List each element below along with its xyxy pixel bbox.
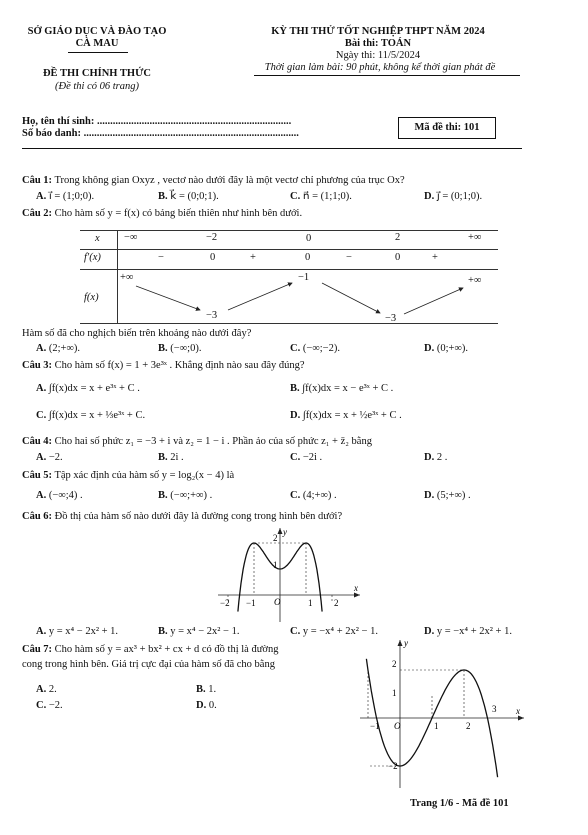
option-letter: A. xyxy=(36,490,47,501)
option-text: i⃗ = (1;0;0). xyxy=(48,191,95,202)
option-text: ∫f(x)dx = x − e³ˣ + C . xyxy=(302,383,394,394)
row-label-fprime: f′(x) xyxy=(84,252,101,263)
option-letter: C. xyxy=(36,410,47,421)
exam-code: Mã đề thi: 101 xyxy=(414,122,480,133)
subject-label: Bài thi: TOÁN xyxy=(344,38,412,49)
x-value: 0 xyxy=(306,233,312,244)
question-text: Cho hai số phức z₁ = −3 + i và z₂ = 1 − i . Phần ảo của số phức z₁ + z̄₂ bằng xyxy=(54,436,372,447)
tick-label: 2 xyxy=(392,659,397,669)
q3-option-d[interactable] xyxy=(290,410,402,421)
origin-label: O xyxy=(274,597,281,607)
option-text: −2. xyxy=(48,700,63,711)
pages-note: (Đề thi có 06 trang) xyxy=(55,81,139,92)
q4-option-a[interactable] xyxy=(36,452,63,463)
question-text: Tập xác định của hàm số y = log₂(x − 4) là xyxy=(54,470,235,481)
option-text: (5;+∞) . xyxy=(436,490,471,501)
x-value: −∞ xyxy=(124,232,138,243)
option-letter: D. xyxy=(196,700,207,711)
q2-question: Hàm số đã cho nghịch biến trên khoảng nào dưới đây? xyxy=(22,328,252,339)
candidate-id-field[interactable]: Số báo danh: .................................................................................. xyxy=(22,128,299,139)
option-text: y = −x⁴ + 2x² + 1. xyxy=(436,626,512,637)
y-axis-arrow xyxy=(398,640,403,646)
tick-label: 2 xyxy=(466,721,471,731)
option-text: (4;+∞) . xyxy=(302,490,337,501)
option-text: ∫f(x)dx = x + ½e³ˣ + C . xyxy=(302,410,402,421)
option-text: −2i . xyxy=(302,452,323,463)
row-label-f: f(x) xyxy=(84,292,99,303)
tick-label: 1 xyxy=(273,560,278,570)
q2-option-d[interactable] xyxy=(424,343,468,354)
question-label: Câu 5: xyxy=(22,470,53,481)
option-letter: D. xyxy=(424,490,435,501)
f-value: −1 xyxy=(298,272,310,283)
fp-sign: − xyxy=(346,252,352,263)
q6-option-b[interactable] xyxy=(158,626,239,637)
q2-option-b[interactable] xyxy=(158,343,201,354)
option-letter: A. xyxy=(36,684,47,695)
option-text: ∫f(x)dx = x + ⅓e³ˣ + C. xyxy=(48,410,146,421)
q2-option-c[interactable] xyxy=(290,343,340,354)
option-text: (−∞;0). xyxy=(170,343,202,354)
q7-option-c[interactable] xyxy=(36,700,63,711)
option-letter: B. xyxy=(158,626,168,637)
option-letter: A. xyxy=(36,626,47,637)
department-name: SỞ GIÁO DỤC VÀ ĐÀO TẠO xyxy=(27,26,167,37)
option-text: (2;+∞). xyxy=(48,343,81,354)
option-text: (−∞;+∞) . xyxy=(170,490,213,501)
option-letter: A. xyxy=(36,452,47,463)
fp-sign: 0 xyxy=(210,252,216,263)
option-letter: C. xyxy=(290,343,301,354)
arrow-up xyxy=(404,288,463,314)
tick-label: −1 xyxy=(246,598,256,608)
option-letter: B. xyxy=(158,452,168,463)
option-text: −2. xyxy=(48,452,63,463)
option-letter: D. xyxy=(424,343,435,354)
x-axis-arrow xyxy=(354,593,360,598)
question-text: Cho hàm số y = ax³ + bx² + cx + d có đồ thị là đường xyxy=(54,644,279,655)
question-6 xyxy=(22,511,342,522)
option-letter: C. xyxy=(290,191,301,202)
option-letter: D. xyxy=(424,191,435,202)
option-letter: B. xyxy=(290,383,300,394)
option-letter: A. xyxy=(36,383,47,394)
question-3 xyxy=(22,360,305,371)
q6-graph xyxy=(210,524,370,624)
question-4 xyxy=(22,436,372,447)
question-label: Câu 2: xyxy=(22,208,53,219)
row-label-x: x xyxy=(95,233,100,244)
option-text: ∫f(x)dx = x + e³ˣ + C . xyxy=(48,383,140,394)
f-value: −3 xyxy=(385,313,397,324)
option-letter: B. xyxy=(158,343,168,354)
exam-date: Ngày thi: 11/5/2024 xyxy=(335,50,421,61)
option-letter: B. xyxy=(158,191,168,202)
option-letter: B. xyxy=(158,490,168,501)
option-letter: D. xyxy=(424,626,435,637)
option-text: (0;+∞). xyxy=(436,343,469,354)
question-label: Câu 4: xyxy=(22,436,53,447)
option-text: 1. xyxy=(208,684,217,695)
question-7 xyxy=(22,644,278,655)
department-province: CÀ MAU xyxy=(75,38,119,49)
option-letter: B. xyxy=(196,684,206,695)
option-letter: C. xyxy=(290,490,301,501)
option-letter: C. xyxy=(36,700,47,711)
question-text: Cho hàm số y = f(x) có bảng biến thiên như hình bên dưới. xyxy=(54,208,303,219)
tick-label: 1 xyxy=(392,688,397,698)
q4-option-c[interactable] xyxy=(290,452,322,463)
q7-option-d[interactable] xyxy=(196,700,217,711)
candidate-name-field[interactable]: Họ, tên thí sinh: .......................................................................... xyxy=(22,116,292,127)
q7-option-a[interactable] xyxy=(36,684,57,695)
option-text: y = x⁴ − 2x² − 1. xyxy=(170,626,240,637)
x-axis-label: x xyxy=(516,706,520,716)
x-value: 2 xyxy=(395,232,401,243)
question-text: Cho hàm số f(x) = 1 + 3e³ˣ . Khẳng định nào sau đây đúng? xyxy=(54,360,305,371)
q5-option-c[interactable] xyxy=(290,490,337,501)
f-value: +∞ xyxy=(468,275,482,286)
tick-label: −2 xyxy=(220,598,230,608)
x-value: −2 xyxy=(206,232,218,243)
option-text: 2 . xyxy=(436,452,448,463)
fp-sign: − xyxy=(158,252,164,263)
tick-label: 2 xyxy=(273,533,278,543)
q7-graph xyxy=(356,636,528,792)
option-text: 0. xyxy=(208,700,217,711)
q5-option-b[interactable] xyxy=(158,490,212,501)
option-text: k⃗ = (0;0;1). xyxy=(170,191,219,202)
tick-label: −2 xyxy=(388,761,398,771)
option-letter: C. xyxy=(290,626,301,637)
f-value: −3 xyxy=(206,310,218,321)
tick-label: 3 xyxy=(492,704,497,714)
option-text: j⃗ = (0;1;0). xyxy=(436,191,483,202)
option-text: y = x⁴ − 2x² + 1. xyxy=(48,626,119,637)
fp-sign: 0 xyxy=(395,252,401,263)
option-text: (−∞;4) . xyxy=(48,490,83,501)
tick-label: 1 xyxy=(434,721,439,731)
q4-option-b[interactable] xyxy=(158,452,184,463)
page-footer: Trang 1/6 - Mã đề 101 xyxy=(410,798,509,809)
q7-option-b[interactable] xyxy=(196,684,216,695)
option-text: y = −x⁴ + 2x² − 1. xyxy=(302,626,378,637)
option-letter: A. xyxy=(36,343,47,354)
fp-sign: + xyxy=(250,252,256,263)
q5-option-d[interactable] xyxy=(424,490,471,501)
f-value: +∞ xyxy=(120,272,134,283)
q6-option-a[interactable] xyxy=(36,626,118,637)
tick-label: 2 xyxy=(334,598,339,608)
question-label: Câu 3: xyxy=(22,360,53,371)
option-letter: A. xyxy=(36,191,47,202)
question-7-cont: cong trong hình bên. Giá trị cực đại của hàm số đã cho bằng xyxy=(22,659,275,670)
x-axis-arrow xyxy=(518,716,524,721)
option-text: (−∞;−2). xyxy=(302,343,340,354)
option-text: 2. xyxy=(48,684,57,695)
tick-label: −1 xyxy=(370,721,380,731)
question-5 xyxy=(22,470,234,481)
question-text: Đồ thị của hàm số nào dưới đây là đường cong trong hình bên dưới? xyxy=(54,511,343,522)
q3-option-b[interactable] xyxy=(290,383,393,394)
fp-sign: + xyxy=(432,252,438,263)
q4-option-d[interactable] xyxy=(424,452,447,463)
question-label: Câu 1: xyxy=(22,175,53,186)
option-letter: C. xyxy=(290,452,301,463)
q5-option-a[interactable] xyxy=(36,490,83,501)
question-label: Câu 7: xyxy=(22,644,53,655)
option-letter: D. xyxy=(290,410,301,421)
arrow-down xyxy=(322,283,380,313)
option-text: 2i . xyxy=(170,452,184,463)
y-axis-arrow xyxy=(278,528,283,534)
option-letter: D. xyxy=(424,452,435,463)
official-exam-label: ĐỀ THI CHÍNH THỨC xyxy=(42,68,152,79)
q3-option-a[interactable] xyxy=(36,383,140,394)
question-label: Câu 6: xyxy=(22,511,53,522)
tick-label: 1 xyxy=(308,598,313,608)
y-axis-label: y xyxy=(283,527,287,537)
exam-title: KỲ THI THỬ TỐT NGHIỆP THPT NĂM 2024 xyxy=(271,26,485,37)
origin-label: O xyxy=(394,721,401,731)
arrow-down xyxy=(136,286,200,310)
exam-duration: Thời gian làm bài: 90 phút, không kể thời gian phát đề xyxy=(264,62,496,73)
x-value: +∞ xyxy=(468,232,482,243)
question-text: Trong không gian Oxyz , vectơ nào dưới đây là một vectơ chỉ phương của trục Ox? xyxy=(54,175,405,186)
arrow-up xyxy=(228,283,292,310)
q3-option-c[interactable] xyxy=(36,410,145,421)
x-axis-label: x xyxy=(354,583,358,593)
y-axis-label: y xyxy=(404,638,408,648)
q2-option-a[interactable] xyxy=(36,343,80,354)
fp-sign: 0 xyxy=(305,252,311,263)
option-text: n⃗ = (1;1;0). xyxy=(302,191,352,202)
